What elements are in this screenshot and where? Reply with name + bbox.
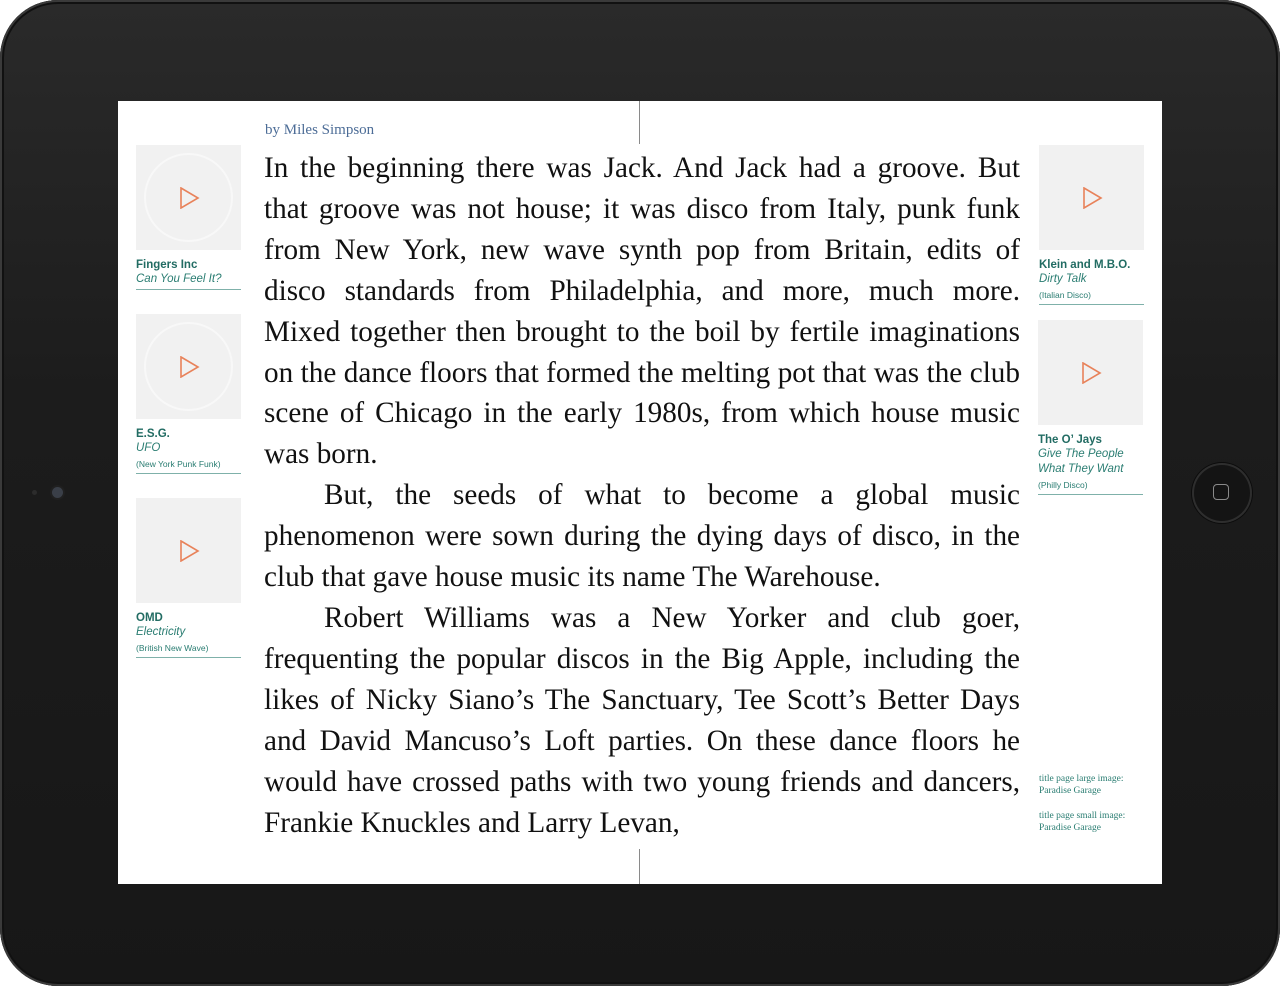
- track-card[interactable]: [136, 145, 241, 290]
- track-card[interactable]: [136, 314, 241, 474]
- credit-label: title page large image:: [1039, 774, 1124, 784]
- track-artist: Klein and M.B.O.: [1039, 259, 1131, 271]
- image-credit: [1039, 811, 1154, 834]
- magazine-page: [118, 101, 1162, 884]
- track-title: UFO: [136, 442, 161, 454]
- track-title: Electricity: [136, 626, 186, 638]
- album-art[interactable]: [1039, 145, 1144, 250]
- play-icon[interactable]: [178, 356, 200, 378]
- album-art[interactable]: [136, 314, 241, 419]
- track-artist: The O’ Jays: [1038, 434, 1102, 446]
- track-genre: (British New Wave): [136, 643, 209, 653]
- divider: [136, 473, 241, 474]
- track-card[interactable]: [1038, 320, 1143, 495]
- page-fold-bottom: [639, 849, 640, 884]
- divider: [136, 289, 241, 290]
- track-card[interactable]: [136, 498, 241, 658]
- track-title: Dirty Talk: [1039, 273, 1087, 285]
- page-fold-top: [639, 101, 640, 144]
- track-title: Can You Feel It?: [136, 273, 222, 285]
- byline: by Miles Simpson: [265, 122, 375, 138]
- play-icon[interactable]: [1081, 187, 1103, 209]
- sensor-dot: [32, 490, 37, 495]
- credit-label: title page small image:: [1039, 811, 1126, 821]
- track-title: Give The People What They Want: [1038, 448, 1124, 475]
- track-artist: Fingers Inc: [136, 259, 198, 271]
- track-genre: (Italian Disco): [1039, 290, 1091, 300]
- paragraph: In the beginning there was Jack. And Jack had a groove. But that groove was not house; it was disco from Italy, punk funk from New York, new wave synth pop from Britain, edits of disco standards from Philadelphia, and more, much more. Mixed together then brought to the boil by fertile imaginations on the dance floors that formed the melting pot that was the club scene of Chicago in the early 1980s, from which house music was born.: [264, 152, 1020, 471]
- play-icon[interactable]: [1080, 362, 1102, 384]
- paragraph: But, the seeds of what to become a global music phenomenon were sown during the dying days of disco, in the club that gave house music its name The Warehouse.: [264, 479, 1020, 594]
- track-artist: E.S.G.: [136, 428, 170, 440]
- track-artist: OMD: [136, 612, 163, 624]
- home-button[interactable]: [1192, 463, 1252, 523]
- album-art[interactable]: [1038, 320, 1143, 425]
- credit-value: Paradise Garage: [1039, 822, 1101, 833]
- album-art[interactable]: [136, 145, 241, 250]
- front-camera: [52, 487, 63, 498]
- article-body: [264, 148, 1020, 843]
- track-card[interactable]: [1039, 145, 1144, 305]
- divider: [136, 657, 241, 658]
- play-icon[interactable]: [178, 187, 200, 209]
- divider: [1038, 494, 1143, 495]
- play-icon[interactable]: [178, 540, 200, 562]
- home-button-icon: [1213, 484, 1229, 500]
- track-genre: (New York Punk Funk): [136, 459, 221, 469]
- track-genre: (Philly Disco): [1038, 480, 1088, 490]
- divider: [1039, 304, 1144, 305]
- image-credit: [1039, 774, 1154, 797]
- album-art[interactable]: [136, 498, 241, 603]
- paragraph: Robert Williams was a New Yorker and club goer, frequenting the popular discos in the Big Apple, including the likes of Nicky Siano’s The Sanctuary, Tee Scott’s Better Days and David Mancuso’s Loft parties. On these dance floors he would have crossed paths with two young friends and dancers, Frankie Knuckles and Larry Levan,: [264, 601, 1020, 839]
- credit-value: Paradise Garage: [1039, 785, 1101, 796]
